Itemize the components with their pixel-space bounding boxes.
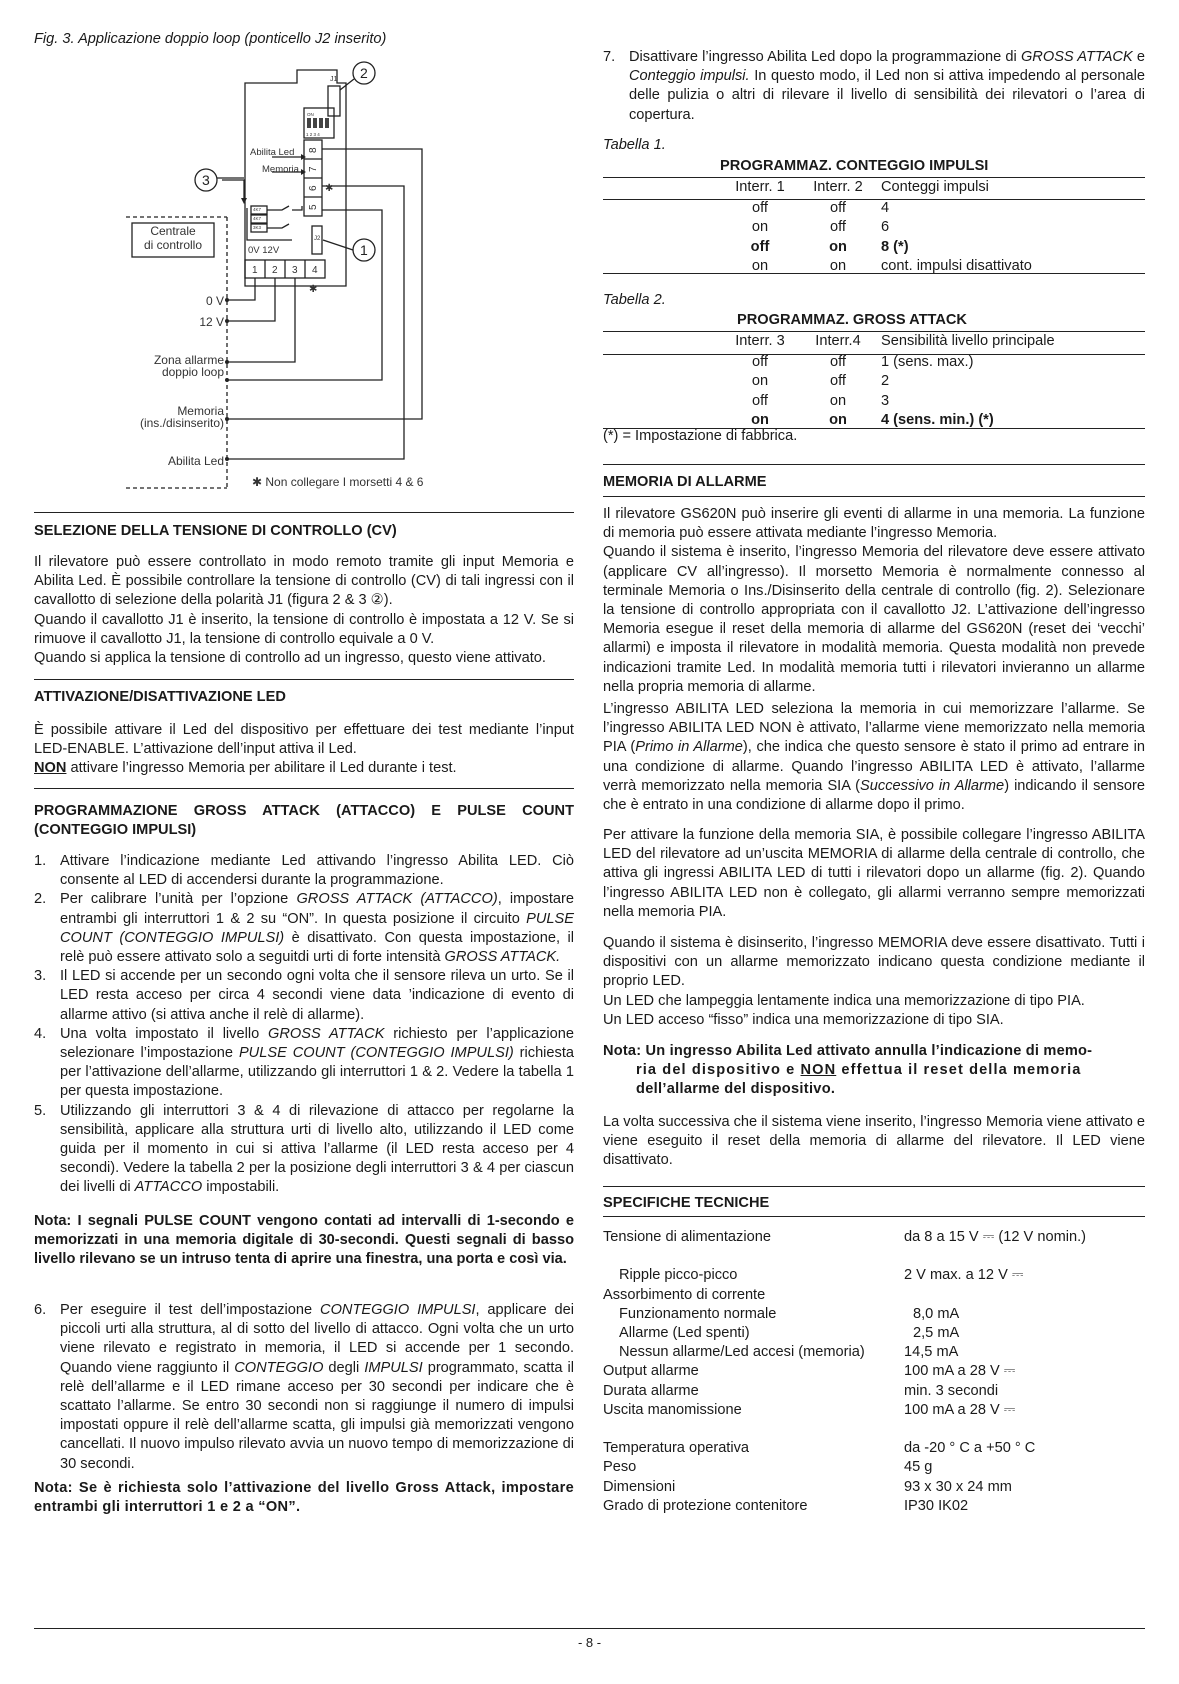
mem-paragraph: Per attivare la funzione della memoria SIA, è possibile collegare l’ingresso ABILITA LED del rilevatore ad un’uscita MEMORIA di allarme della centrale di controllo, che attiva gli ingressi ABILITA LED di tutti i rilevatori dopo un allarme (fig. 2). Quando l’ingresso ABILITA LED non è collegato, gli allarmi verranno sempre memorizzati nella memoria PIA. [603,827,1145,920]
rule [603,1186,1145,1187]
table-header-cell: Interr.4 [815,333,861,349]
cv-paragraph: Quando si applica la tensione di controllo ad un ingresso, questo viene attivato. [34,650,546,667]
spec-row [603,1286,1145,1305]
table-header-cell: Interr. 1 [735,179,785,195]
dip-numbers-label: 1 2 3 4 [306,132,320,137]
spec-row [603,1228,1145,1247]
mem-paragraph: Quando il sistema è disinserito, l’ingresso MEMORIA deve essere disattivato. Tutti i dispositivi con un allarme memorizzato indicano questa condizione mediante il proprio LED. [603,935,1145,990]
list-item-number: 7. [603,49,616,65]
mem-paragraph: Un LED acceso “fisso” indica una memorizzazione di tipo SIA. [603,1011,1004,1028]
spec-row [603,1305,1145,1324]
mem-body-3 [603,826,1145,922]
label-zona-allarme: Zona allarme doppio loop [153,353,224,379]
terminal-8: 8 [308,147,319,153]
table-cell: on [829,411,847,428]
table-cell: 1 (sens. max.) [881,354,974,371]
spec-value: min. 3 secondi [904,1382,999,1399]
table2-title: PROGRAMMAZ. GROSS ATTACK [737,312,967,328]
spec-value: 2,5 mA [913,1325,960,1341]
table-cell: on [751,373,769,390]
list-item-text: Per calibrare l’unità per l’opzione GROSS ATTACK (ATTACCO), impostare entrambi gli interruttori 1 & 2 su “ON”. In questa posizione il circuito PULSE COUNT (CONTEGGIO IMPULSI) è disattivato. Con questa impostazione, il relè può essere attivato solo a seguitdi urti di forte intensità GROSS ATTACK. [60,891,575,966]
table-cell: off [830,354,846,371]
spec-value: 8,0 mA [913,1305,960,1322]
note-memoria [603,1042,1145,1100]
table-cell: on [829,392,847,409]
rule [603,1216,1145,1217]
table-cell: off [830,219,846,236]
voltage-label: 0V 12V [248,245,280,256]
j1-label: J1 [330,76,338,83]
mem-body-5 [603,1113,1145,1171]
spec-row [603,1497,1145,1516]
table-cell: off [752,354,768,371]
table-cell: 4 (sens. min.) (*) [881,411,994,428]
spec-value: IP30 IK02 [904,1497,969,1514]
table-cell: off [752,200,768,217]
spec-key: Durata allarme [603,1382,699,1399]
led-text-2: attivare l’ingresso Memoria per abilitare il Led durante i test. [66,760,457,777]
note-memoria-line: dell’allarme del dispositivo. [636,1081,836,1098]
figure-footnote: ✱ Non collegare I morsetti 4 & 6 [252,475,424,489]
rule [34,788,574,789]
table-cell: 8 (*) [881,238,909,255]
spec-row [603,1478,1145,1497]
spec-value: da 8 a 15 V ⎓ (12 V nomin.) [904,1229,1087,1245]
list-item-text: Una volta impostato il livello GROSS ATTACK richiesto per l’applicazione selezionare l’impostazione PULSE COUNT (CONTEGGIO IMPULSI) richiesta per l’attivazione dell’allarme, utilizzando gli interruttori 1 & 2. Vedere la tabella 1 per questa impostazione. [60,1025,575,1100]
table-cell: on [829,257,847,274]
table1-title: PROGRAMMAZ. CONTEGGIO IMPULSI [720,158,989,174]
table-header-row [721,178,1145,197]
table-cell: 6 [881,219,890,236]
note-pulse-count-text: Nota: I segnali PULSE COUNT vengono contati ad intervalli di 1-secondo e memorizzati in una memoria digitale di 30-secondi. Questi segnali di basso livello rilevano se un intruso tenta di aprire una finestra, una porta e così via. [34,1213,574,1268]
terminal-4: 4 [312,265,318,276]
cv-paragraph: Il rilevatore può essere controllato in modo remoto tramite gli input Memoria e Abilita Led. È possibile controllare la tensione di controllo (CV) di tali ingressi con il cavallotto di selezione della polarità J1 (figura 2 & 3 ②). [34,554,574,609]
abilita-led-label: Abilita Led [250,147,295,158]
label-abilita-led: Abilita Led [167,454,224,468]
list-item-text: Il LED si accende per un secondo ogni volta che il sensore rileva un urto. Se il LED resta acceso per circa 4 secondi viene data ’indicazione di evento di allarme attivo (si attiva anche il relè di allarme). [60,968,574,1023]
spec-key: Temperatura operativa [603,1440,750,1457]
rule [603,273,1145,274]
table-row [721,392,1145,411]
rule [603,199,1145,200]
resistor-2: 4K7 [253,216,262,221]
note-memoria-line: Nota: Un ingresso Abilita Led attivato annulla l’indicazione di memo- [603,1043,1093,1059]
table-row [721,353,1145,372]
dip-on-label: ON [307,112,314,117]
item-6 [34,1301,574,1474]
spec-key: Grado di protezione contenitore [603,1497,808,1514]
page-number: - 8 - [577,1635,602,1650]
rule [34,512,574,513]
j2-label: J2 [314,236,321,242]
mem-paragraph: La volta successiva che il sistema viene inserito, l’ingresso Memoria viene attivato e viene eseguito il reset della memoria di allarme del rilevatore. Il LED viene disattivato. [603,1114,1145,1169]
table-cell: 4 [881,200,890,217]
prog-list [34,852,574,1198]
led-heading: ATTIVAZIONE/DISATTIVAZIONE LED [34,689,286,705]
spec-value: 93 x 30 x 24 mm [904,1478,1012,1495]
item-7 [603,48,1145,125]
list-item [34,890,574,967]
table-cell: cont. impulsi disattivato [881,257,1032,274]
resistor-3: 3K3 [253,225,262,230]
mem-body [603,505,1145,697]
list-item-number: 6. [34,1302,47,1318]
led-paragraph-2 [34,759,574,778]
star-mark-6: ✱ [325,183,334,194]
spec-value: 14,5 mA [904,1344,959,1361]
list-item [34,852,574,890]
spec-key: Nessun allarme/Led accesi (memoria) [619,1344,865,1361]
mem-heading: MEMORIA DI ALLARME [603,474,767,490]
spec-key: Allarme (Led spenti) [619,1325,750,1341]
spec-row [603,1362,1145,1381]
table-cell: 3 [881,392,890,409]
non-emphasis: NON [800,1062,837,1079]
cv-heading: SELEZIONE DELLA TENSIONE DI CONTROLLO (CV) [34,523,397,539]
list-item [34,1301,574,1474]
label-memoria: Memoria (ins./disinserito) [139,404,224,430]
spec-row [603,1439,1145,1458]
spec-key: Uscita manomissione [603,1401,742,1418]
list-item-number: 5. [34,1102,47,1119]
spec-row [603,1266,1145,1285]
terminal-2: 2 [272,265,278,276]
spec-value: 100 mA a 28 V ⎓ [904,1363,1016,1380]
list-item-text: Per eseguire il test dell’impostazione CONTEGGIO IMPULSI, applicare dei piccoli urti alla struttura, al di sotto del livello di attacco. Ogni volta che un urto viene rilevato e registrato in memoria, il LED si accende per 1 secondo. Quando viene raggiunto il CONTEGGIO degli IMPULSI programmato, scatta il relè dell’allarme e il LED rimane acceso per 30 secondi per indicare che è scattato l’allarme. Se entro 30 secondi non si raggiunge il numero di impulsi impostati oppure il relè dell’allarme scatta, gli impulsi già memorizzati vengono cancellati. Il nuovo impulso rilevato avvia un nuovo tempo di memorizzazione di 30 secondi. [60,1302,574,1472]
spec-heading: SPECIFICHE TECNICHE [603,1195,770,1211]
terminal-5: 5 [308,204,319,210]
mem-body-4 [603,934,1145,1030]
memoria-label: Memoria [262,164,299,175]
spec-row [603,1343,1145,1362]
mem-paragraph: Un LED che lampeggia lentamente indica una memorizzazione di tipo PIA. [603,992,1085,1009]
spec-value: 100 mA a 28 V ⎓ [904,1401,1016,1418]
star-mark-4: ✱ [309,284,318,295]
spec-row [603,1458,1145,1477]
resistor-1: 4K7 [253,207,262,212]
callout-3: 3 [202,172,210,188]
rule [34,679,574,680]
note-text: effettua il reset della memoria [841,1062,1082,1079]
label-12v: 12 V [199,315,224,329]
list-item-number: 4. [34,1025,47,1042]
list-item-text: Utilizzando gli interruttori 3 & 4 di rilevazione di attacco per regolarne la sensibilità, applicare alla struttura urti di livello alto, utilizzando il LED come guida per il momento in cui si attiva l’allarme (il LED resta acceso per 4 secondi). Vedere la tabella 2 per la posizione degli interruttori 3 & 4 per ciascun dei livelli di ATTACCO impostabili. [60,1102,574,1196]
led-body [34,721,574,779]
table-row [721,238,1145,257]
table-row [721,372,1145,391]
table-header-cell: Interr. 2 [813,179,863,195]
mem-body-2 [603,700,1145,815]
table2-label: Tabella 2. [603,292,666,308]
table-row [721,199,1145,218]
note-gross-attack [34,1479,574,1517]
table-cell: on [751,257,769,274]
label-0v: 0 V [205,294,224,308]
callout-2: 2 [360,65,368,81]
table-cell: off [830,373,846,390]
table-header-cell: Sensibilità livello principale [881,333,1055,349]
table-header-cell: Interr. 3 [735,333,785,349]
note-pulse-count [34,1212,574,1270]
centrale-label: Centrale di controllo [143,224,203,252]
table1-label: Tabella 1. [603,137,666,153]
table-cell: on [829,238,847,255]
terminal-1: 1 [252,265,258,276]
non-emphasis: NON [34,760,67,777]
terminal-7: 7 [308,166,319,172]
spec-value: 45 g [904,1459,933,1476]
figure-caption: Fig. 3. Applicazione doppio loop (ponticello J2 inserito) [34,31,387,47]
rule [603,496,1145,497]
table-cell: 2 [881,373,890,390]
list-item-number: 1. [34,853,47,869]
cv-body [34,553,574,668]
table2-footnote: (*) = Impostazione di fabbrica. [603,428,798,444]
terminal-6: 6 [308,185,319,191]
list-item [34,1025,574,1102]
mem-paragraph: Il rilevatore GS620N può inserire gli eventi di allarme in una memoria. La funzione di memoria può essere attivata mediante l’ingresso Memoria. [603,506,1145,542]
note-text: ria del dispositivo e [636,1062,796,1079]
cv-paragraph: Quando il cavallotto J1 è inserito, la tensione di controllo è impostata a 12 V. Se si rimuove il cavallotto J1, la tensione di controllo equivale a 0 V. [34,611,574,647]
spec-key: Assorbimento di corrente [603,1286,766,1303]
table-row [721,218,1145,237]
prog-heading: PROGRAMMAZIONE GROSS ATTACK (ATTACCO) E PULSE COUNT (CONTEGGIO IMPULSI) [34,803,574,839]
mem-paragraph: Quando il sistema è inserito, l’ingresso Memoria del rilevatore deve essere attivato (applicare CV all’ingresso). Il morsetto Memoria è normalmente connesso al terminale Memoria o Ins./Disinserito della centrale di controllo (fig. 2). Selezionare la tensione di controllo appropriata con il cavallotto J2. L’attivazione dell’ingresso Memoria esegue il reset della memoria di allarme del GS620N (reset dei ‘vecchi’ allarmi) e imposta il rilevatore in modalità memoria. Questa modalità non prevede indicazioni tramite Led. In modalità memoria tutti i rilevatori invieranno un allarme nella propria memoria di allarme. [603,544,1145,695]
list-item-number: 2. [34,891,47,908]
rule [603,354,1145,355]
spec-key: Output allarme [603,1363,699,1380]
spec-key: Tensione di alimentazione [603,1229,771,1245]
terminal-3: 3 [292,265,298,276]
spec-key: Ripple picco-picco [619,1267,738,1284]
led-paragraph: È possibile attivare il Led del dispositivo per effettuare dei test mediante l’input LED-ENABLE. L’attivazione dell’input attiva il Led. [34,722,574,758]
table-cell: on [751,219,769,236]
table-cell: off [830,200,846,217]
spec-row [603,1382,1145,1401]
list-item [34,967,574,1025]
spec-value [904,1286,1145,1305]
spec-key: Dimensioni [603,1478,676,1495]
mem-paragraph: L’ingresso ABILITA LED seleziona la memoria in cui memorizzare l’allarme. Se l’ingresso ABILITA LED NON è attivato, l’allarme viene memorizzato nella memoria PIA (Primo in Allarme), che indica che questo sensore è stato il primo ad entrare in una condizione di allarme. Quando l’ingresso ABILITA LED è attivato, l’allarme verrà memorizzato nella memoria SIA (Successivo in Allarme) indicando il sensore che è entrato in una condizione di allarme dopo il primo. [603,701,1145,814]
table-header-cell: Conteggi impulsi [881,179,989,195]
table-cell: off [750,238,770,255]
rule [603,464,1145,465]
spec-key: Funzionamento normale [619,1305,777,1322]
list-item-text: Attivare l’indicazione mediante Led attivando l’ingresso Abilita LED. Ciò consente al LED di accendersi durante la programmazione. [60,853,574,889]
list-item [603,48,1145,125]
spec-table [603,1228,1145,1516]
table-cell: off [752,392,768,409]
list-item-number: 3. [34,968,47,985]
table-header-row [721,332,1145,351]
callout-1: 1 [360,242,368,258]
footer-rule [34,1628,1145,1629]
spec-value: 2 V max. a 12 V ⎓ [904,1267,1024,1284]
list-item-text: Disattivare l’ingresso Abilita Led dopo la programmazione di GROSS ATTACK e Conteggio impulsi. In questo modo, il Led non si attiva impedendo al personale delle pulizia o altri di rilevare il livello di sensibilità dei rilevatori o l’area di copertura. [629,49,1146,123]
list-item [34,1102,574,1198]
spec-row [603,1324,1145,1343]
spec-key: Peso [603,1459,637,1476]
spec-value: da -20 ° C a +50 ° C [904,1440,1036,1457]
note-memoria-line [603,1061,1145,1080]
table-cell: on [751,411,769,428]
spec-row [603,1401,1145,1420]
note-gross-attack-text: Nota: Se è richiesta solo l’attivazione del livello Gross Attack, impostare entrambi gli interruttori 1 e 2 a “ON”. [34,1480,574,1516]
